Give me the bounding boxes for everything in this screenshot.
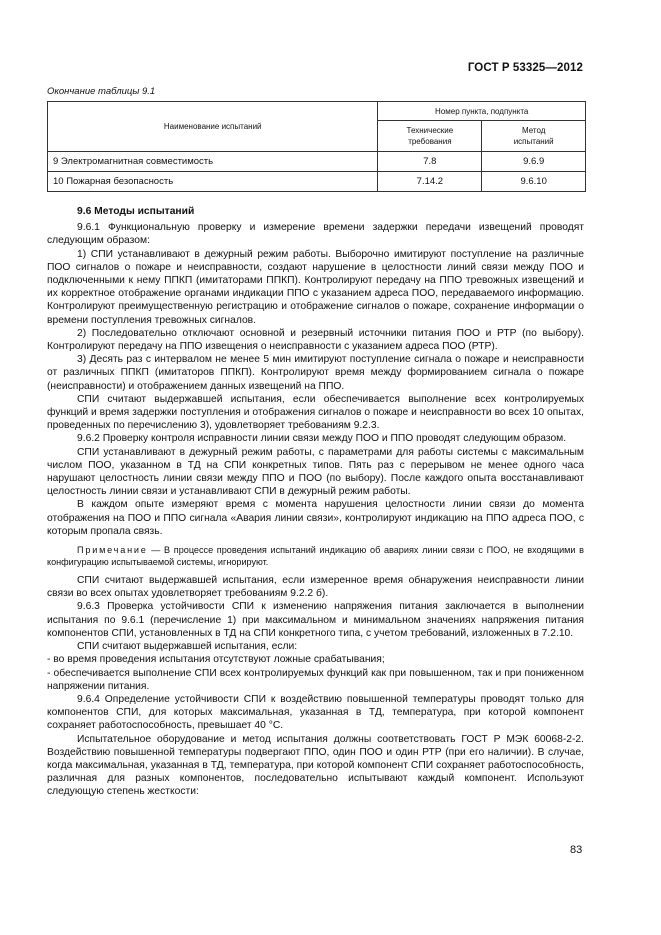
paragraph: 9.6.3 Проверка устойчивости СПИ к изменению напряжения питания заключается в выполнении испытания по 9.6.1 (перечисление 1) при максимальном и минимальном значениях напряжения питания компонентов СПИ, установленных в ТД на СПИ конкретного типа, с учетом требований, изложенных в 7.2.10. <box>47 601 584 639</box>
table-caption: Окончание таблицы 9.1 <box>47 86 156 97</box>
paragraph: 3) Десять раз с интервалом не менее 5 мин имитируют поступление сигнала о пожаре и неисправности от различных ППКП (имитаторов ППКП). Контролируют время между формированием сигнала о пожаре (неисправности) и отображением данных извещений на ППО. <box>47 354 584 392</box>
paragraph: СПИ считают выдержавшей испытания, если обеспечивается выполнение всех контролируемых функций и время задержки поступления и отображения сигналов о пожаре и неисправности во всех 10 опытах, проведенных по перечислению 3), удовлетворяет требованиям 9.2.3. <box>47 393 584 432</box>
list-item: - обеспечивается выполнение СПИ всех контролируемых функций как при повышенном, так и при пониженном напряжении питания. <box>47 667 584 692</box>
paragraph: 2) Последовательно отключают основной и резервный источники питания ПОО и РТР (по выбору). Контролируют передачу на ППО извещения о неисправности с указанием адреса ПОО (РТР). <box>47 327 584 353</box>
table-cell-requirements: 7.14.2 <box>378 172 482 192</box>
standard-number: ГОСТ Р 53325—2012 <box>467 62 583 74</box>
table-row <box>48 152 586 172</box>
list-item: - во время проведения испытания отсутствуют ложные срабатывания; <box>47 654 385 666</box>
column-header-method <box>482 121 586 152</box>
paragraph: 1) СПИ устанавливают в дежурный режим работы. Выборочно имитируют поступление на различные ПОО сигналов о пожаре и неисправности, создают нарушение в целостности линий связи между ПОО и подключенными к нему ППКП (имитаторами ППКП). Контролируют передачу на ППО тревожных извещений и их корректное отображение органами индикации ППО с указанием адреса ПОО, передаваемого информацию. Контролируют преимущественную регистрацию и отображение сигналов о пожаре, сохранение информации о времени поступления тревожных сигналов. <box>47 248 584 326</box>
section-heading: 9.6 Методы испытаний <box>77 206 195 217</box>
note <box>47 544 584 568</box>
column-header-requirements <box>378 121 482 152</box>
note-label: Примечание <box>77 545 148 556</box>
paragraph: СПИ считают выдержавшей испытания, если: <box>77 641 298 653</box>
column-header-method-line2: испытаний <box>513 137 554 146</box>
table-cell-name: 9 Электромагнитная совместимость <box>48 152 378 172</box>
paragraph: 9.6.4 Определение устойчивости СПИ к воздействию повышенной температуры проводят только для компонентов СПИ, для которых максимальная, указанная в ТД, температура, при которой компонент сохраняет работоспособность, превышает 40 °С. <box>47 693 584 732</box>
page-number: 83 <box>570 844 583 856</box>
table-row <box>48 172 586 192</box>
table-cell-requirements: 7.8 <box>378 152 482 172</box>
column-header-requirements-line2: требования <box>408 137 452 146</box>
table-cell-name: 10 Пожарная безопасность <box>48 172 378 192</box>
paragraph: 9.6.2 Проверку контроля исправности линии связи между ПОО и ППО проводят следующим образом. <box>77 433 567 445</box>
table-header-row <box>48 102 586 121</box>
paragraph: СПИ устанавливают в дежурный режим работы, с параметрами для работы системы с максимальным числом ПОО, указанном в ТД на СПИ конкретных типов. Пять раз с перерывом не менее одного часа нарушают целостность линии связи между ППО и ПОО (по выбору). После каждого опыта восстанавливают целостность линии связи и устанавливают СПИ в дежурный режим работы. <box>47 446 584 498</box>
column-header-group: Номер пункта, подпункта <box>378 102 586 121</box>
column-header-method-line1: Метод <box>521 126 546 135</box>
tests-table <box>47 101 586 192</box>
column-header-requirements-line1: Технические <box>406 126 454 135</box>
note-text: — В процессе проведения испытаний индикацию об авариях линии связи с ПОО, не входящими в конфигурацию испытываемой системы, игнорируют. <box>47 545 584 568</box>
paragraph: 9.6.1 Функциональную проверку и измерение времени задержки передачи извещений проводят следующим образом: <box>47 222 584 247</box>
document-body <box>47 205 584 799</box>
paragraph: Испытательное оборудование и метод испытания должны соответствовать ГОСТ Р МЭК 60068-2-2. Воздействию повышенной температуры подвергают ППО, один ПОО и один РТР (при его наличии). В случае, когда максимальная, указанная в ТД, температура, при которой компонент СПИ сохраняет работоспособность, различная для разных компонентов, последовательно испытывают каждый компонент. Используют следующую степень жесткости: <box>47 733 584 798</box>
column-header-name: Наименование испытаний <box>48 102 378 152</box>
table-cell-method: 9.6.9 <box>482 152 586 172</box>
paragraph: СПИ считают выдержавшей испытания, если измеренное время обнаружения неисправности линии связи во всех опытах удовлетворяет требованиям 9.2.2 б). <box>47 575 584 600</box>
paragraph: В каждом опыте измеряют время с момента нарушения целостности линии связи до момента отображения на ПОО и ППО сигнала «Авария линии связи», контролируют индикацию на ППО адреса ПОО, с которым пропала связь. <box>47 499 584 537</box>
table-cell-method: 9.6.10 <box>482 172 586 192</box>
